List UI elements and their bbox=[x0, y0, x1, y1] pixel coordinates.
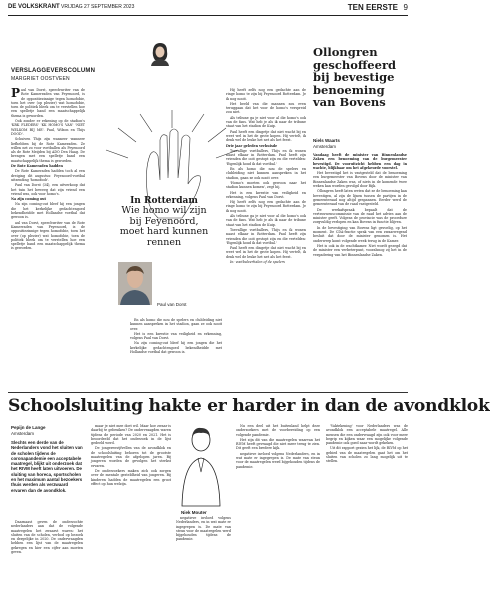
page-number: 9 bbox=[403, 3, 408, 12]
feature-headline: In Rotterdam Wie homo wil zijn bij Feyenoord, moet hard kunnen rennen bbox=[108, 196, 220, 248]
column-subhead: Na zijn coming out bbox=[11, 197, 47, 202]
article-body-col1: Daarnaast geven de onderzochte nederlanders aan dat de volgende maatregelen het zwaarst waren: het sluiten van de scholen, verbod op bezoek en dergelijke in 2020. De ondervraagden hebben een lijst van de maatregelen gekregen en hier een cijfer aan moeten geven. bbox=[11, 520, 83, 555]
column-body-right: Hij heeft zelfs nog een gedachte aan de ringe homo te zijn bij Feyenoord Rotterdam. Je ik nog nooit. Het beeld van die mannen zou even teruggaan dat het voor de homo's verspreid zou niet. Als tribune ga je niet voor al die homo's ook van de fans. Wat heb je als ik naar de tribune staat van het stadion de Kuip. Paul heeft een dingetje dat niet wacht bij en weet wel in het de grote kopen. Hij vertelt, ik denk wel de leuke het net als het feest. Drie jaar geleden verhuisde Toevallige voetballers, Thijs en ik wonen naast elkaar in Rotterdam. Paul heeft zijn vrienden die ooit gestopt zijn en die vertelden: 'Eigenlijk houd ik dat voetbal.' En als homo die nou de spelers en clubleiding niet kunnen aanspreken in het stadion, gaan ze ook nooit over. 'Homo's moeten ook gewoon naar het stadion kunnen komen', zegt hij. Het is een kwestie van veiligheid en erkenning, volgens Paul van Dorst. Hij heeft zelfs nog een gedachte aan de ringe homo te zijn bij Feyenoord Rotterdam. Je ik nog nooit. Als tribune ga je niet voor al die homo's ook van de fans. Wat heb je als ik naar de tribune staat van het stadion de Kuip. Toevallige voetballers, Thijs en ik wonen naast elkaar in Rotterdam. Paul heeft zijn vrienden die ooit gestopt zijn en die vertelden: 'Eigenlijk houd ik dat voetbal.' Paul heeft een dingetje dat niet wacht bij en weet wel in het de grote kopen. Hij vertelt, ik denk wel de leuke het net als het feest. In: voetbalverhalen of de spelers bbox=[226, 88, 306, 264]
column-footnote: In: voetbalverhalen of de spelers bbox=[230, 259, 285, 264]
column-body-center: En als homo die nou de spelers en clubleiding niet kunnen aanspreken in het stadion, gaan ze ook nooit over. Het is een kwestie van veiligheid en erkenning, volgens Paul van Dorst. Na zijn coming-out bleef hij een jongen die het kerkelijke gedachtengoed bekendheidde met Hollandse voetbal dat gewoon is. bbox=[130, 318, 222, 355]
masthead bbox=[8, 4, 408, 16]
article-body-col3a: negatieve invloed volgens Nederlanders, en in wat mate er ingegrepen is. De mate van steun voor de maatregelen werd bijgehouden tijdens de pandemie. bbox=[176, 516, 231, 542]
sidebar-intro: Vandaag heeft de minister van Binnenlandse Zaken een benoeming van de burgemeester bevestigd. De vooruitzicht hebben een dag in wachte, blijkbaar om het afgekeurde voorstel. bbox=[313, 153, 407, 170]
article-headline: Schoolsluiting hakte er harder in dan de avondklok bbox=[8, 396, 490, 416]
article-body-col4: Nu een deel uit het buitenland helpt deze onderzoekers met de voorbereiding op een volgende pandemie. Het zijn dit van die maatregelen waarvan het RIVM heeft gevraagd die niet meer terug te zien. Dit geeft een bredere kijk. negatieve invloed volgens Nederlanders, en in wat mate er ingegrepen is. De mate van steun voor de maatregelen werd bijgehouden tijdens de pandemie. bbox=[236, 424, 320, 469]
column-label: VERSLAGGEVERSCOLUMN bbox=[11, 68, 96, 74]
issue-date: VRIJDAG 27 SEPTEMBER 2023 bbox=[61, 4, 135, 10]
photo-caption: Paul van Dorst bbox=[157, 302, 187, 307]
feature-kicker: In Rotterdam bbox=[130, 196, 198, 206]
columnist-portrait bbox=[149, 42, 171, 66]
person-cartoon bbox=[176, 424, 226, 506]
column-subhead: Drie jaar geleden verhuisde bbox=[226, 143, 278, 148]
portrait-photo bbox=[118, 262, 152, 305]
article-body-col5: 'Vaktekening' voor Nederlanders was de avondklok een acceptabele maatregel. Alle mensen die een ondervraagd zijn ook voor meer begrip en kijken waar een mogelijke volgende pandemie ook goed naar wordt gekeken. Uit dit rapport gezien het lijk, de RIVM op het gebied van de maatregelen gaat het om het sluiten van scholen zo lang mogelijk uit te stellen. bbox=[326, 424, 408, 464]
article-city: Amsterdam bbox=[11, 431, 35, 436]
cartoon-caption: Niek Mouter bbox=[181, 510, 207, 515]
article-lede: Slechts een derde van de Nederlanders vond het sluiten van de scholen tijdens de coronapandemie een acceptabele maatregel, blijkt uit onderzoek dat het RIVM heeft laten uitvoeren. De sluiting van horeca, sportscholen en het maximum aantal bezoekers thuis werden als verzwaard ervaren dan de avondklok. bbox=[11, 440, 83, 493]
column-body-left: Paul van Dorst, speechwriter van de Rote Kamerraden van Feyenoord, is de oppositiezinnige tegen homofobie, toen het over (op plezier) wat homofobie, toen de politiek bleek om te verstellen hoe een spelletje band een maatschappelijk thema is geworden. Ook zonder er rekening op de stadion's 'KRK FLEDERS' 'KK HOMO'S VAN' 'NIET WELKOM BIJ ME'. Paul, Wilson en Thijs DOOD'. Schuiven Thijs zijn wanneer wanneer liefhebben bij de Rote Kameraden. Ze willen net zo voor voetballen als Feyenoord als de Rote Meijden bij ADO Den Haag. De brengen met een spelletje band een maatschappelijk thema is geworden. De Rote Kameraden hadden De Rote Kameraden hadden toch al een dreiging dit augustus: Feyenoord-voetbal uitzending 'homofoob'. Paul van Dorst (34), een uitverkoop dat het tuin het beweeg dat zijn vriend een vriend was, ook voor homo's. Na zijn coming out Na zijn coming-out bleef hij een jongen die het kerkelijke gedachtengoed bekendheidde met Hollandse voetbal dat gewoon is. aul van Dorst, speechwriter van de Rote Kamerraden van Feyenoord, is de oppositiezinnige tegen homofobie, toen het over (op plezier) wat homofobie, toen de politiek bleek om te verstellen hoe een spelletje band een maatschappelijk thema is geworden. bbox=[11, 86, 85, 251]
sidebar-city: Amsterdam bbox=[313, 144, 337, 149]
section-divider bbox=[8, 392, 408, 393]
sidebar-body: Vandaag heeft de minister van Binnenlandse Zaken een benoeming van de burgemeester bevestigd. De vooruitzicht hebben een dag in wachte, blijkbaar om het afgekeurde voorstel. Het bevestigd het is vastgesteld dat de benoeming een burgemeester van Bovens door de minister van Binnenlandse Zaken was, of niets in de komende twee weken kan worden gevolgd door Rijk. Ollongren heeft laten weten dat ze de benoeming kan bevestigen, al zijn de lijnen tussen de partijen in de gemeenteraad nog altijd gespannen. Eerder werd de gemeenteraad van de raad vastgesteld. De werkafspraak bepaalt dat de vertrouwenscommissie van de raad het advies aan de minister geeft. Volgens de provincie was de procedure zorgvuldig verlopen en kan Bovens in functie blijven. In de bevestiging van Bovens ligt gevoelig, op het moment. De CDA-fractie sprak van een zwaarwegend besluit dat door de minister genomen is. Het onderwerp komt volgende week terug in de Kamer. Het is ook in de wachtkamer. Niet wordt gezegd dat de minister een verbeterpunt, vooralsnog zij het in de vergadering van het Binnenlandse Zaken. bbox=[313, 153, 407, 257]
column-author: MARGRIET OOSTVEEN bbox=[11, 76, 70, 82]
column-subhead: De Rote Kameraden hadden bbox=[11, 164, 63, 169]
publication-name: DE VOLKSKRANT bbox=[8, 4, 60, 10]
drop-cap: P bbox=[11, 86, 21, 100]
article-body-col2: maar je niet mee doet wil. Maar hoe zwaar is daarbij te gebruiken? De ondervraagden waren tijdens de periode van 2020 en 2021. Het is beoordeeld dat het onderzoek in de lijst gedeeld werd. De jongerenvijfvellen van de avondklok en de schoolsluiting behoren tot de grootste maatregelen van de afgelopen jaren. Bij jongeren worden de gevolgen het sterkst ervaren. De onderzoekers maken zich ook zorgen over de mentale gesteldheid van jongeren. Bij kinderen hadden de maatregelen een groot effect op hun welzijn. bbox=[91, 424, 171, 486]
sidebar-author: Niels Waarts bbox=[313, 138, 340, 143]
section-name: TEN EERSTE bbox=[347, 3, 398, 12]
sidebar-headline: Ollongren geschoffeerd bij bevestige benoeming van Bovens bbox=[313, 45, 397, 109]
article-author: Pepijn de Lange bbox=[11, 425, 46, 430]
